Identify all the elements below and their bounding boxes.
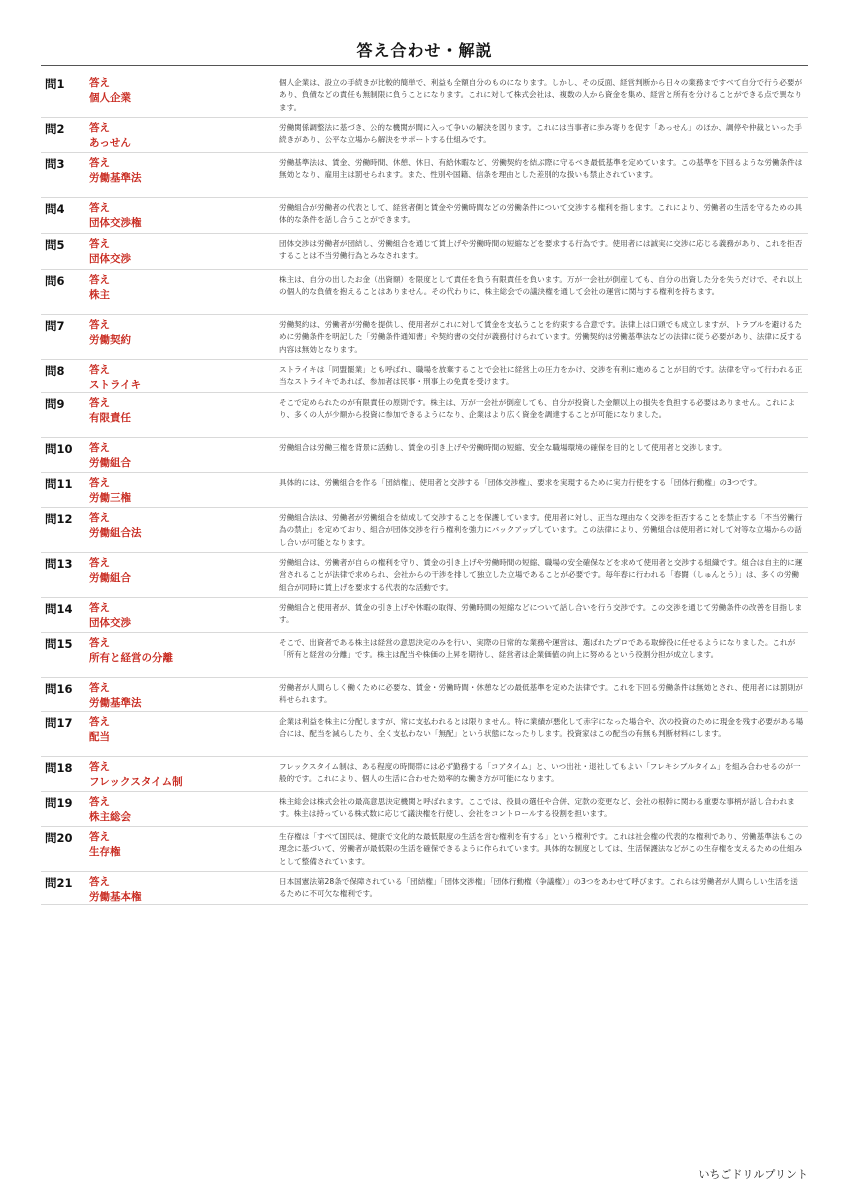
answer-block xyxy=(89,363,141,393)
answer-row xyxy=(41,270,808,315)
answer-row xyxy=(41,792,808,827)
answer-value: あっせん xyxy=(89,137,131,149)
answer-row xyxy=(41,872,808,905)
explanation-text: 個人企業は、設立の手続きが比較的簡単で、利益も全額自分のものになります。しかし、その反面、経営判断から日々の業務まですべて自分で行う必要があり、負債などの責任も無制限に負うことになります。これに対して株式会社は、複数の人から資金を集め、経営と所有を分けることができる点で異なります。 xyxy=(279,78,803,112)
answer-block xyxy=(89,121,131,151)
answer-block xyxy=(89,830,121,860)
answer-row xyxy=(41,712,808,757)
question-number: 問7 xyxy=(45,319,65,333)
explanation-text: 労働組合法は、労働者が労働組合を結成して交渉することを保護しています。使用者に対し、正当な理由なく交渉を拒否することを禁止する「不当労働行為の禁止」を定めており、組合が団体交渉を行う権利を強力にバックアップしています。この法律により、労働組合は使用者に対して対等な立場からの話し合いが可能となります。 xyxy=(279,513,803,547)
answer-row xyxy=(41,757,808,792)
answer-block xyxy=(89,201,142,231)
answer-label: 答え xyxy=(89,796,110,808)
answer-block xyxy=(89,601,131,631)
explanation-text: 労働関係調整法に基づき、公的な機関が間に入って争いの解決を図ります。これには当事者に歩み寄りを促す「あっせん」のほか、調停や仲裁といった手続きがあり、公平な立場から解決をサポートする仕組みです。 xyxy=(279,123,802,145)
answer-list xyxy=(41,73,808,905)
answer-label: 答え xyxy=(89,512,110,524)
answer-row xyxy=(41,598,808,633)
question-number: 問9 xyxy=(45,397,65,411)
answer-value: 団体交渉 xyxy=(89,617,131,629)
question-number: 問13 xyxy=(45,557,73,571)
answer-block xyxy=(89,681,142,711)
answer-row xyxy=(41,633,808,678)
answer-block xyxy=(89,715,110,745)
answer-row xyxy=(41,315,808,360)
answer-row xyxy=(41,438,808,473)
answer-block xyxy=(89,318,131,348)
question-number: 問2 xyxy=(45,122,65,136)
answer-label: 答え xyxy=(89,637,110,649)
answer-row xyxy=(41,678,808,712)
answer-label: 答え xyxy=(89,477,110,489)
explanation-text: 労働組合は労働三権を背景に活動し、賃金の引き上げや労働時間の短縮、安全な職場環境の確保を目的として使用者と交渉します。 xyxy=(279,443,727,452)
answer-label: 答え xyxy=(89,876,110,888)
answer-block xyxy=(89,795,131,825)
question-number: 問15 xyxy=(45,637,73,651)
answer-row xyxy=(41,198,808,234)
explanation-text: そこで、出資者である株主は経営の意思決定のみを行い、実際の日常的な業務や運営は、選ばれたプロである取締役に任せるようになりました。これが「所有と経営の分離」です。株主は配当や株価の上昇を期待し、経営者は企業価値の向上に努めるという役割分担が成立します。 xyxy=(279,638,796,660)
explanation-text: 労働組合は、労働者が自らの権利を守り、賃金の引き上げや労働時間の短縮、職場の安全確保などを求めて使用者と交渉する組織です。組合は自主的に運営されることが法律で求められ、会社からの干渉を排して独立した立場であることが必要です。毎年春に行われる「春闘（しゅんとう）」は、多くの労働組合が同時に賃上げを要求する代表的な活動です。 xyxy=(279,558,803,592)
answer-value: 労働基準法 xyxy=(89,697,142,709)
answer-row xyxy=(41,153,808,198)
question-number: 問16 xyxy=(45,682,73,696)
answer-row xyxy=(41,73,808,118)
question-number: 問20 xyxy=(45,831,73,845)
question-number: 問4 xyxy=(45,202,65,216)
explanation-text: 株主総会は株式会社の最高意思決定機関と呼ばれます。ここでは、役員の選任や合併、定款の変更など、会社の根幹に関わる重要な事柄が話し合われます。株主は持っている株式数に応じて議決権を行使し、会社をコントロールする役割を担います。 xyxy=(279,797,795,819)
explanation-text: 労働契約は、労働者が労働を提供し、使用者がこれに対して賃金を支払うことを約束する合意です。法律上は口頭でも成立しますが、トラブルを避けるために労働条件を明記した「労働条件通知書」や契約書の交付が義務付けられています。労働契約は労働基準法などの法律に従う必要があり、法律に反する内容は無効となります。 xyxy=(279,320,803,354)
answer-value: 株主総会 xyxy=(89,811,131,823)
answer-label: 答え xyxy=(89,557,110,569)
answer-row xyxy=(41,508,808,553)
question-number: 問11 xyxy=(45,477,73,491)
explanation-text: 企業は利益を株主に分配しますが、常に支払われるとは限りません。特に業績が悪化して赤字になった場合や、次の投資のために現金を残す必要がある場合には、配当を減らしたり、全く支払わない「無配」という状態になったりします。投資家はこの配当の有無も判断材料にします。 xyxy=(279,717,804,739)
answer-value: 労働組合 xyxy=(89,572,131,584)
answer-label: 答え xyxy=(89,77,110,89)
answer-value: 労働組合法 xyxy=(89,527,142,539)
answer-row xyxy=(41,827,808,872)
answer-value: ストライキ xyxy=(89,379,142,391)
answer-block xyxy=(89,156,142,186)
explanation-text: 団体交渉は労働者が団結し、労働組合を通じて賃上げや労働時間の短縮などを要求する行為です。使用者には誠実に交渉に応じる義務があり、これを拒否することは不当労働行為とみなされます。 xyxy=(279,239,803,261)
answer-block xyxy=(89,476,131,506)
explanation-text: 労働者が人間らしく働くために必要な、賃金・労働時間・休憩などの最低基準を定めた法律です。これを下回る労働条件は無効とされ、使用者には罰則が科せられます。 xyxy=(279,683,803,705)
answer-row xyxy=(41,473,808,508)
answer-block xyxy=(89,636,173,666)
answer-label: 答え xyxy=(89,202,110,214)
answer-row xyxy=(41,393,808,438)
answer-value: 団体交渉 xyxy=(89,253,131,265)
answer-label: 答え xyxy=(89,122,110,134)
answer-value: 配当 xyxy=(89,731,110,743)
explanation-text: 株主は、自分の出したお金（出資額）を限度として責任を負う有限責任を負います。万が一会社が倒産しても、自分の出資した分を失うだけで、それ以上の個人的な負債を抱えることはありません。その代わりに、株主総会での議決権を通して会社の運営に関与する権利を持ちます。 xyxy=(279,275,803,297)
answer-label: 答え xyxy=(89,274,110,286)
answer-block xyxy=(89,76,131,106)
answer-value: 団体交渉権 xyxy=(89,217,142,229)
answer-block xyxy=(89,396,131,426)
explanation-text: 労働組合と使用者が、賃金の引き上げや休暇の取得、労働時間の短縮などについて話し合いを行う交渉です。この交渉を通じて労働条件の改善を目指します。 xyxy=(279,603,803,625)
explanation-text: ストライキは「同盟罷業」とも呼ばれ、職場を放棄することで会社に経営上の圧力をかけ、交渉を有利に進めることが目的です。法律を守って行われる正当なストライキであれば、参加者は民事・刑事上の免責を受けます。 xyxy=(279,365,803,387)
answer-label: 答え xyxy=(89,442,110,454)
question-number: 問18 xyxy=(45,761,73,775)
answer-value: 労働基本権 xyxy=(89,891,142,903)
answer-label: 答え xyxy=(89,831,110,843)
explanation-text: 労働組合が労働者の代表として、経営者側と賃金や労働時間などの労働条件について交渉する権利を指します。これにより、労働者の生活を守るための具体的な条件を話し合うことができます。 xyxy=(279,203,803,225)
title-divider xyxy=(41,65,808,66)
question-number: 問8 xyxy=(45,364,65,378)
answer-label: 答え xyxy=(89,761,110,773)
question-number: 問10 xyxy=(45,442,73,456)
explanation-text: フレックスタイム制は、ある程度の時間帯には必ず勤務する「コアタイム」と、いつ出社・退社してもよい「フレキシブルタイム」を組み合わせるのが一般的です。これにより、個人の生活に合わせた効率的な働き方が可能になります。 xyxy=(279,762,801,784)
answer-value: 個人企業 xyxy=(89,92,131,104)
answer-value: 所有と経営の分離 xyxy=(89,652,173,664)
answer-label: 答え xyxy=(89,364,110,376)
answer-row xyxy=(41,553,808,598)
question-number: 問17 xyxy=(45,716,73,730)
explanation-text: 日本国憲法第28条で保障されている「団結権」「団体交渉権」「団体行動権（争議権）」の3つをあわせて呼びます。これらは労働者が人間らしい生活を送るために不可欠な権利です。 xyxy=(279,877,798,899)
question-number: 問1 xyxy=(45,77,65,91)
answer-row xyxy=(41,360,808,393)
answer-block xyxy=(89,760,183,790)
answer-row xyxy=(41,234,808,270)
answer-row xyxy=(41,118,808,153)
answer-label: 答え xyxy=(89,682,110,694)
answer-label: 答え xyxy=(89,157,110,169)
answer-value: フレックスタイム制 xyxy=(89,776,183,788)
answer-label: 答え xyxy=(89,397,110,409)
answer-block xyxy=(89,875,142,905)
explanation-text: 労働基準法は、賃金、労働時間、休憩、休日、有給休暇など、労働契約を結ぶ際に守るべき最低基準を定めています。この基準を下回るような労働条件は無効となり、雇用主は罰せられます。また、性別や国籍、信条を理由とした差別的な扱いも禁止されています。 xyxy=(279,158,803,180)
answer-block xyxy=(89,237,131,267)
answer-value: 労働基準法 xyxy=(89,172,142,184)
answer-block xyxy=(89,441,131,471)
question-number: 問3 xyxy=(45,157,65,171)
explanation-text: そこで定められたのが有限責任の原則です。株主は、万が一会社が倒産しても、自分が投資した金額以上の損失を負担する必要はありません。これにより、多くの人が少額から投資に参加できるようになり、企業はより広く資金を調達することが可能になりました。 xyxy=(279,398,796,420)
explanation-text: 生存権は「すべて国民は、健康で文化的な最低限度の生活を営む権利を有する」という権利です。これは社会権の代表的な権利であり、労働基準法もこの理念に基づいて、労働者が最低限の生活を確保できるように作られています。具体的な制度としては、生活保護法などがこの生存権を支えるための仕組みとして整備されています。 xyxy=(279,832,803,866)
question-number: 問21 xyxy=(45,876,73,890)
answer-value: 労働三権 xyxy=(89,492,131,504)
answer-value: 労働組合 xyxy=(89,457,131,469)
explanation-text: 具体的には、労働組合を作る「団結権」、使用者と交渉する「団体交渉権」、要求を実現するために実力行使をする「団体行動権」の3つです。 xyxy=(279,478,762,487)
answer-label: 答え xyxy=(89,602,110,614)
answer-label: 答え xyxy=(89,716,110,728)
answer-label: 答え xyxy=(89,319,110,331)
question-number: 問6 xyxy=(45,274,65,288)
answer-value: 生存権 xyxy=(89,846,121,858)
question-number: 問14 xyxy=(45,602,73,616)
question-number: 問12 xyxy=(45,512,73,526)
page-title: 答え合わせ・解説 xyxy=(356,41,493,60)
answer-value: 有限責任 xyxy=(89,412,131,424)
answer-value: 株主 xyxy=(89,289,110,301)
question-number: 問19 xyxy=(45,796,73,810)
footer-brand: いちごドリルプリント xyxy=(698,1168,808,1181)
answer-value: 労働契約 xyxy=(89,334,131,346)
answer-block xyxy=(89,556,131,586)
answer-block xyxy=(89,511,142,541)
answer-block xyxy=(89,273,110,303)
question-number: 問5 xyxy=(45,238,65,252)
answer-label: 答え xyxy=(89,238,110,250)
